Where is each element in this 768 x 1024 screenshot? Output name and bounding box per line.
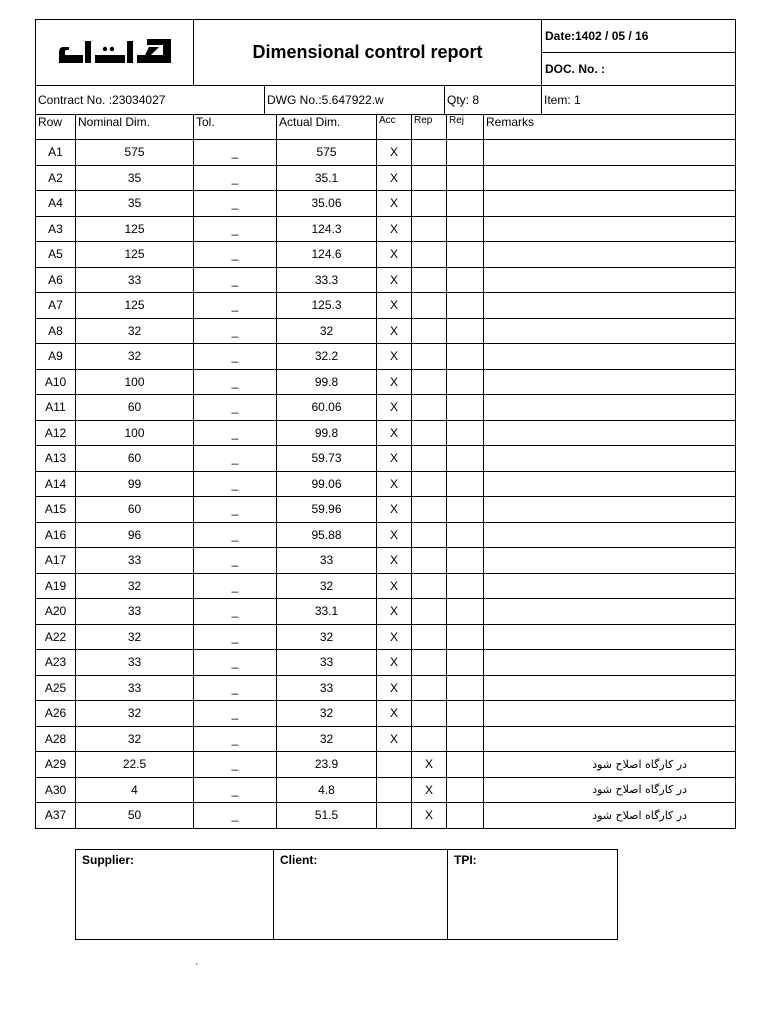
cell-acc: X: [377, 369, 412, 395]
cell-row: A13: [36, 446, 76, 472]
cell-remarks: [484, 216, 736, 242]
cell-actual: 99.8: [277, 369, 377, 395]
cell-nominal: 99: [76, 471, 194, 497]
cell-tol: _: [194, 446, 277, 472]
cell-actual: 32: [277, 726, 377, 752]
cell-row: A2: [36, 165, 76, 191]
table-row: [36, 191, 736, 217]
table-row: [36, 650, 736, 676]
cell-nominal: 60: [76, 497, 194, 523]
table-row: [36, 318, 736, 344]
tpi-signature: TPI:: [448, 850, 618, 940]
table-row: [36, 726, 736, 752]
doc-number-field: DOC. No. :: [542, 53, 736, 86]
table-row: [36, 369, 736, 395]
table-row: [36, 701, 736, 727]
cell-actual: 59.96: [277, 497, 377, 523]
cell-remarks: [484, 701, 736, 727]
cell-tol: _: [194, 497, 277, 523]
cell-rep: [412, 701, 447, 727]
table-row: [36, 293, 736, 319]
cell-rep: [412, 293, 447, 319]
cell-remarks: [484, 548, 736, 574]
cell-acc: X: [377, 650, 412, 676]
table-row: [36, 777, 736, 803]
cell-rej: [447, 216, 484, 242]
cell-rep: [412, 191, 447, 217]
cell-rep: [412, 548, 447, 574]
cell-actual: 125.3: [277, 293, 377, 319]
cell-rep: [412, 650, 447, 676]
cell-rep: [412, 497, 447, 523]
cell-actual: 33.3: [277, 267, 377, 293]
cell-actual: 32: [277, 624, 377, 650]
cell-acc: X: [377, 726, 412, 752]
cell-rej: [447, 344, 484, 370]
col-header-actual: Actual Dim.: [277, 115, 377, 140]
cell-tol: _: [194, 191, 277, 217]
cell-row: A12: [36, 420, 76, 446]
cell-remarks: [484, 293, 736, 319]
cell-nominal: 125: [76, 216, 194, 242]
cell-rej: [447, 369, 484, 395]
cell-rep: [412, 216, 447, 242]
cell-nominal: 35: [76, 191, 194, 217]
cell-row: A30: [36, 777, 76, 803]
cell-acc: X: [377, 395, 412, 421]
cell-acc: X: [377, 242, 412, 268]
col-header-tol: Tol.: [194, 115, 277, 140]
table-header-row: [36, 115, 736, 140]
cell-rej: [447, 803, 484, 829]
cell-actual: 32: [277, 573, 377, 599]
table-row: [36, 216, 736, 242]
cell-row: A10: [36, 369, 76, 395]
cell-acc: X: [377, 267, 412, 293]
cell-rej: [447, 701, 484, 727]
cell-rep: X: [412, 803, 447, 829]
cell-rej: [447, 140, 484, 166]
cell-nominal: 575: [76, 140, 194, 166]
cell-remarks: [484, 242, 736, 268]
cell-row: A6: [36, 267, 76, 293]
cell-nominal: 33: [76, 599, 194, 625]
cell-nominal: 4: [76, 777, 194, 803]
cell-row: A22: [36, 624, 76, 650]
cell-nominal: 32: [76, 573, 194, 599]
cell-acc: X: [377, 191, 412, 217]
company-logo: [36, 20, 194, 86]
cell-acc: X: [377, 599, 412, 625]
cell-rep: [412, 573, 447, 599]
col-header-nominal: Nominal Dim.: [76, 115, 194, 140]
cell-remarks: [484, 522, 736, 548]
table-row: [36, 599, 736, 625]
cell-nominal: 96: [76, 522, 194, 548]
cell-tol: _: [194, 650, 277, 676]
footer-mark: `: [195, 963, 199, 974]
cell-remarks: در کارگاه اصلاح شود: [484, 777, 736, 803]
logo-icon: [55, 33, 175, 69]
cell-row: A17: [36, 548, 76, 574]
dimension-table: [35, 114, 736, 829]
cell-actual: 124.6: [277, 242, 377, 268]
date-field: Date:1402 / 05 / 16: [542, 20, 736, 53]
cell-rep: [412, 599, 447, 625]
drawing-number: DWG No.:5.647922.w: [265, 86, 445, 115]
cell-actual: 99.8: [277, 420, 377, 446]
cell-row: A15: [36, 497, 76, 523]
cell-nominal: 33: [76, 267, 194, 293]
cell-tol: _: [194, 599, 277, 625]
cell-tol: _: [194, 726, 277, 752]
cell-tol: _: [194, 395, 277, 421]
cell-nominal: 32: [76, 726, 194, 752]
cell-actual: 51.5: [277, 803, 377, 829]
cell-row: A23: [36, 650, 76, 676]
cell-rej: [447, 242, 484, 268]
cell-remarks: [484, 140, 736, 166]
cell-remarks: [484, 318, 736, 344]
cell-rej: [447, 165, 484, 191]
cell-rej: [447, 471, 484, 497]
cell-remarks: [484, 650, 736, 676]
cell-row: A4: [36, 191, 76, 217]
signature-block: [75, 849, 618, 940]
cell-nominal: 125: [76, 242, 194, 268]
cell-row: A7: [36, 293, 76, 319]
cell-tol: _: [194, 548, 277, 574]
cell-remarks: در کارگاه اصلاح شود: [484, 803, 736, 829]
cell-rep: [412, 522, 447, 548]
cell-actual: 4.8: [277, 777, 377, 803]
table-row: [36, 267, 736, 293]
cell-acc: [377, 777, 412, 803]
cell-remarks: [484, 395, 736, 421]
cell-acc: X: [377, 318, 412, 344]
cell-actual: 32: [277, 318, 377, 344]
cell-acc: X: [377, 471, 412, 497]
cell-rep: [412, 140, 447, 166]
table-row: [36, 522, 736, 548]
cell-rep: X: [412, 777, 447, 803]
cell-rej: [447, 777, 484, 803]
table-row: [36, 420, 736, 446]
cell-tol: _: [194, 522, 277, 548]
cell-rej: [447, 395, 484, 421]
cell-rep: [412, 471, 447, 497]
cell-acc: X: [377, 344, 412, 370]
cell-remarks: [484, 675, 736, 701]
cell-row: A16: [36, 522, 76, 548]
cell-actual: 95.88: [277, 522, 377, 548]
cell-tol: _: [194, 675, 277, 701]
cell-rej: [447, 497, 484, 523]
cell-nominal: 32: [76, 701, 194, 727]
quantity: Qty: 8: [445, 86, 542, 115]
cell-tol: _: [194, 803, 277, 829]
cell-rep: [412, 726, 447, 752]
cell-actual: 33: [277, 548, 377, 574]
cell-tol: _: [194, 752, 277, 778]
cell-rej: [447, 548, 484, 574]
cell-row: A26: [36, 701, 76, 727]
col-header-rep: Rep: [412, 115, 447, 140]
cell-tol: _: [194, 318, 277, 344]
cell-acc: X: [377, 675, 412, 701]
table-row: [36, 471, 736, 497]
cell-acc: X: [377, 573, 412, 599]
cell-remarks: [484, 446, 736, 472]
cell-tol: _: [194, 140, 277, 166]
cell-rej: [447, 752, 484, 778]
cell-nominal: 33: [76, 675, 194, 701]
cell-nominal: 60: [76, 395, 194, 421]
cell-rej: [447, 191, 484, 217]
cell-acc: [377, 752, 412, 778]
cell-remarks: [484, 471, 736, 497]
report-title: Dimensional control report: [194, 20, 542, 86]
cell-row: A3: [36, 216, 76, 242]
cell-rej: [447, 675, 484, 701]
contract-number: Contract No. :23034027: [36, 86, 265, 115]
cell-acc: X: [377, 548, 412, 574]
cell-tol: _: [194, 242, 277, 268]
cell-rej: [447, 599, 484, 625]
cell-tol: _: [194, 165, 277, 191]
cell-row: A9: [36, 344, 76, 370]
cell-acc: X: [377, 446, 412, 472]
cell-acc: [377, 803, 412, 829]
cell-actual: 32: [277, 701, 377, 727]
cell-row: A37: [36, 803, 76, 829]
cell-actual: 99.06: [277, 471, 377, 497]
table-row: [36, 573, 736, 599]
cell-acc: X: [377, 522, 412, 548]
cell-remarks: [484, 267, 736, 293]
table-row: [36, 395, 736, 421]
cell-acc: X: [377, 497, 412, 523]
cell-row: A1: [36, 140, 76, 166]
cell-rep: [412, 267, 447, 293]
cell-rep: [412, 395, 447, 421]
cell-remarks: [484, 420, 736, 446]
cell-acc: X: [377, 165, 412, 191]
cell-actual: 32.2: [277, 344, 377, 370]
cell-actual: 60.06: [277, 395, 377, 421]
cell-rej: [447, 624, 484, 650]
table-row: [36, 624, 736, 650]
cell-nominal: 100: [76, 420, 194, 446]
cell-nominal: 50: [76, 803, 194, 829]
cell-nominal: 60: [76, 446, 194, 472]
cell-rej: [447, 650, 484, 676]
cell-tol: _: [194, 216, 277, 242]
cell-nominal: 22.5: [76, 752, 194, 778]
cell-rep: [412, 624, 447, 650]
cell-row: A8: [36, 318, 76, 344]
cell-rep: [412, 446, 447, 472]
cell-rep: [412, 369, 447, 395]
cell-remarks: [484, 344, 736, 370]
cell-tol: _: [194, 471, 277, 497]
cell-tol: _: [194, 701, 277, 727]
cell-acc: X: [377, 624, 412, 650]
table-row: [36, 675, 736, 701]
col-header-row: Row: [36, 115, 76, 140]
cell-remarks: [484, 165, 736, 191]
table-row: [36, 165, 736, 191]
cell-rep: [412, 675, 447, 701]
cell-tol: _: [194, 369, 277, 395]
cell-tol: _: [194, 293, 277, 319]
cell-actual: 33: [277, 675, 377, 701]
cell-nominal: 32: [76, 624, 194, 650]
cell-rep: [412, 165, 447, 191]
cell-tol: _: [194, 420, 277, 446]
cell-rep: X: [412, 752, 447, 778]
cell-rej: [447, 726, 484, 752]
cell-nominal: 100: [76, 369, 194, 395]
cell-rej: [447, 522, 484, 548]
cell-rej: [447, 293, 484, 319]
table-row: [36, 497, 736, 523]
report-header: [35, 19, 736, 86]
cell-actual: 575: [277, 140, 377, 166]
cell-rep: [412, 344, 447, 370]
cell-row: A11: [36, 395, 76, 421]
cell-tol: _: [194, 777, 277, 803]
cell-rej: [447, 420, 484, 446]
cell-remarks: [484, 191, 736, 217]
table-row: [36, 344, 736, 370]
cell-remarks: [484, 624, 736, 650]
cell-rep: [412, 318, 447, 344]
table-row: [36, 752, 736, 778]
cell-nominal: 125: [76, 293, 194, 319]
cell-row: A29: [36, 752, 76, 778]
table-row: [36, 548, 736, 574]
cell-row: A25: [36, 675, 76, 701]
cell-actual: 23.9: [277, 752, 377, 778]
cell-actual: 124.3: [277, 216, 377, 242]
cell-nominal: 33: [76, 650, 194, 676]
cell-acc: X: [377, 216, 412, 242]
cell-tol: _: [194, 267, 277, 293]
cell-acc: X: [377, 701, 412, 727]
cell-nominal: 33: [76, 548, 194, 574]
cell-rej: [447, 446, 484, 472]
item-number: Item: 1: [542, 86, 736, 115]
cell-rej: [447, 267, 484, 293]
cell-nominal: 35: [76, 165, 194, 191]
col-header-acc: Acc: [377, 115, 412, 140]
cell-row: A28: [36, 726, 76, 752]
table-row: [36, 803, 736, 829]
cell-actual: 33.1: [277, 599, 377, 625]
cell-tol: _: [194, 344, 277, 370]
cell-tol: _: [194, 624, 277, 650]
cell-actual: 35.06: [277, 191, 377, 217]
col-header-remarks: Remarks: [484, 115, 736, 140]
cell-acc: X: [377, 140, 412, 166]
cell-actual: 33: [277, 650, 377, 676]
cell-nominal: 32: [76, 344, 194, 370]
cell-actual: 35.1: [277, 165, 377, 191]
cell-row: A19: [36, 573, 76, 599]
table-row: [36, 446, 736, 472]
cell-remarks: [484, 497, 736, 523]
cell-row: A14: [36, 471, 76, 497]
cell-row: A20: [36, 599, 76, 625]
table-row: [36, 242, 736, 268]
cell-rep: [412, 420, 447, 446]
col-header-rej: Rej: [447, 115, 484, 140]
report-sheet: [35, 19, 735, 829]
cell-acc: X: [377, 293, 412, 319]
cell-rep: [412, 242, 447, 268]
report-info: [35, 85, 736, 115]
cell-tol: _: [194, 573, 277, 599]
cell-rej: [447, 318, 484, 344]
cell-remarks: [484, 369, 736, 395]
cell-remarks: در کارگاه اصلاح شود: [484, 752, 736, 778]
table-row: [36, 140, 736, 166]
cell-remarks: [484, 599, 736, 625]
cell-acc: X: [377, 420, 412, 446]
cell-remarks: [484, 726, 736, 752]
cell-nominal: 32: [76, 318, 194, 344]
cell-rej: [447, 573, 484, 599]
cell-remarks: [484, 573, 736, 599]
client-signature: Client:: [274, 850, 448, 940]
supplier-signature: Supplier:: [76, 850, 274, 940]
cell-actual: 59.73: [277, 446, 377, 472]
cell-row: A5: [36, 242, 76, 268]
